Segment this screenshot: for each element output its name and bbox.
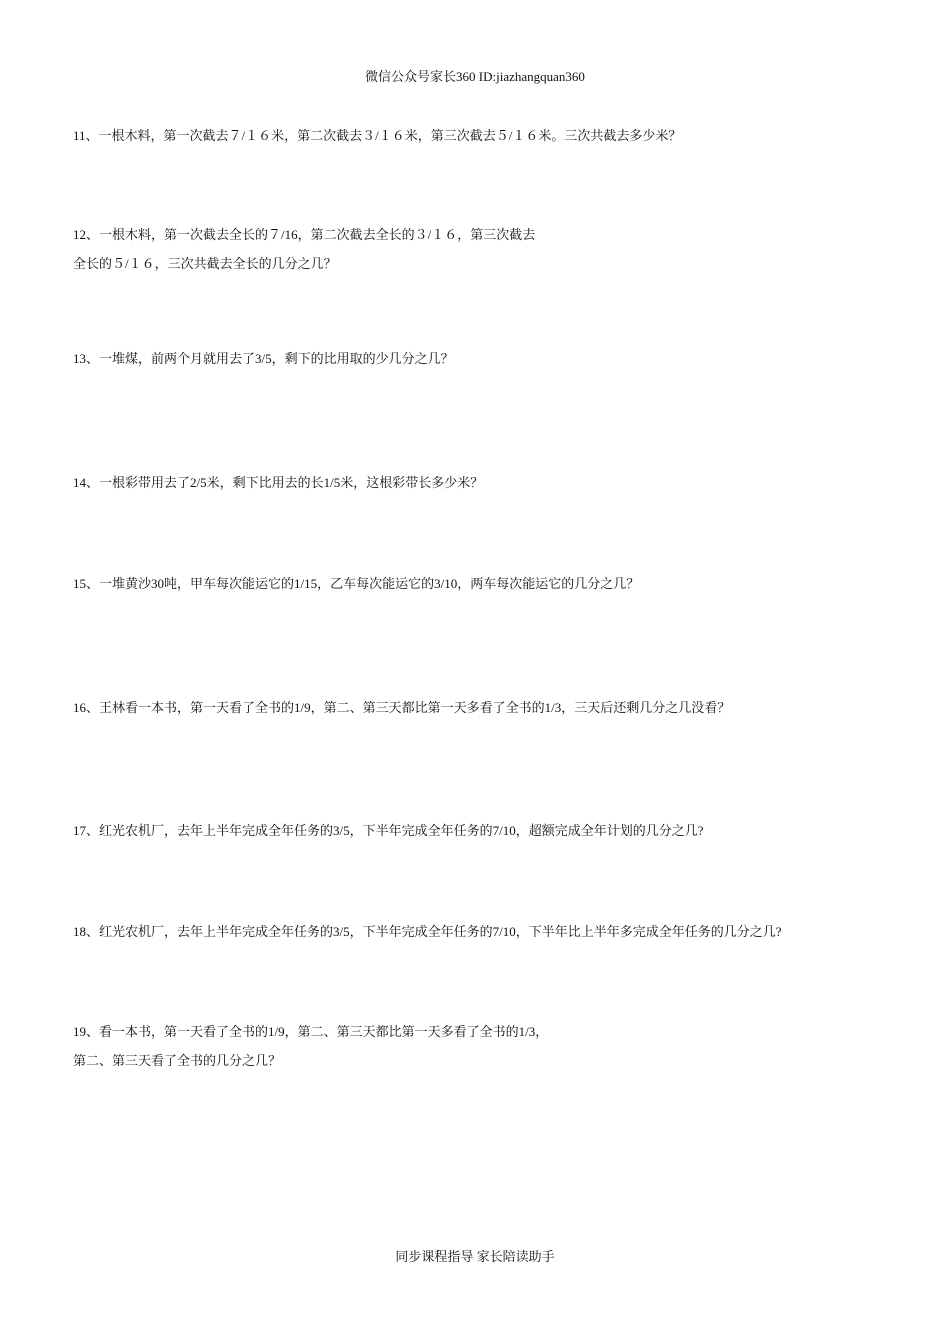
question-12 [73, 220, 873, 278]
question-text: 15、一堆黄沙30吨，甲车每次能运它的1/15，乙车每次能运它的3/10，两车每次能运它的几分之几？ [73, 576, 640, 591]
question-19 [73, 1017, 873, 1075]
question-text: 17、红光农机厂，去年上半年完成全年任务的3/5，下半年完成全年任务的7/10，超额完成全年计划的几分之几? [73, 823, 704, 838]
question-18 [73, 917, 873, 946]
question-11 [73, 121, 873, 150]
question-text: 12、一根木料，第一次截去全长的７/16，第二次截去全长的３/１６，第三次截去 [73, 227, 536, 242]
question-text: 19、看一本书，第一天看了全书的1/9，第二、第三天都比第一天多看了全书的1/3， [73, 1024, 549, 1039]
question-text: 16、王林看一本书，第一天看了全书的1/9，第二、第三天都比第一天多看了全书的1/3，三天后还剩几分之几没看？ [73, 700, 731, 715]
question-text: 13、一堆煤，前两个月就用去了3/5，剩下的比用取的少几分之几？ [73, 351, 454, 366]
question-text: 11、一根木料，第一次截去７/１６米，第二次截去３/１６米，第三次截去５/１６米。三次共截去多少米？ [73, 128, 682, 143]
question-17 [73, 816, 873, 845]
page-footer: 同步课程指导 家长陪读助手 [395, 1249, 555, 1264]
question-text: 18、红光农机厂，去年上半年完成全年任务的3/5，下半年完成全年任务的7/10，下半年比上半年多完成全年任务的几分之几? [73, 924, 782, 939]
question-13 [73, 344, 873, 373]
question-text: 14、一根彩带用去了2/5米，剩下比用去的长1/5米，这根彩带长多少米？ [73, 475, 484, 490]
page-header: 微信公众号家长360 ID:jiazhangquan360 [365, 69, 585, 84]
question-16 [73, 693, 873, 722]
question-text-continued: 全长的５/１６，三次共截去全长的几分之几？ [73, 256, 337, 271]
question-15 [73, 569, 873, 598]
question-text-continued: 第二、第三天看了全书的几分之几？ [73, 1053, 282, 1068]
question-14 [73, 468, 873, 497]
